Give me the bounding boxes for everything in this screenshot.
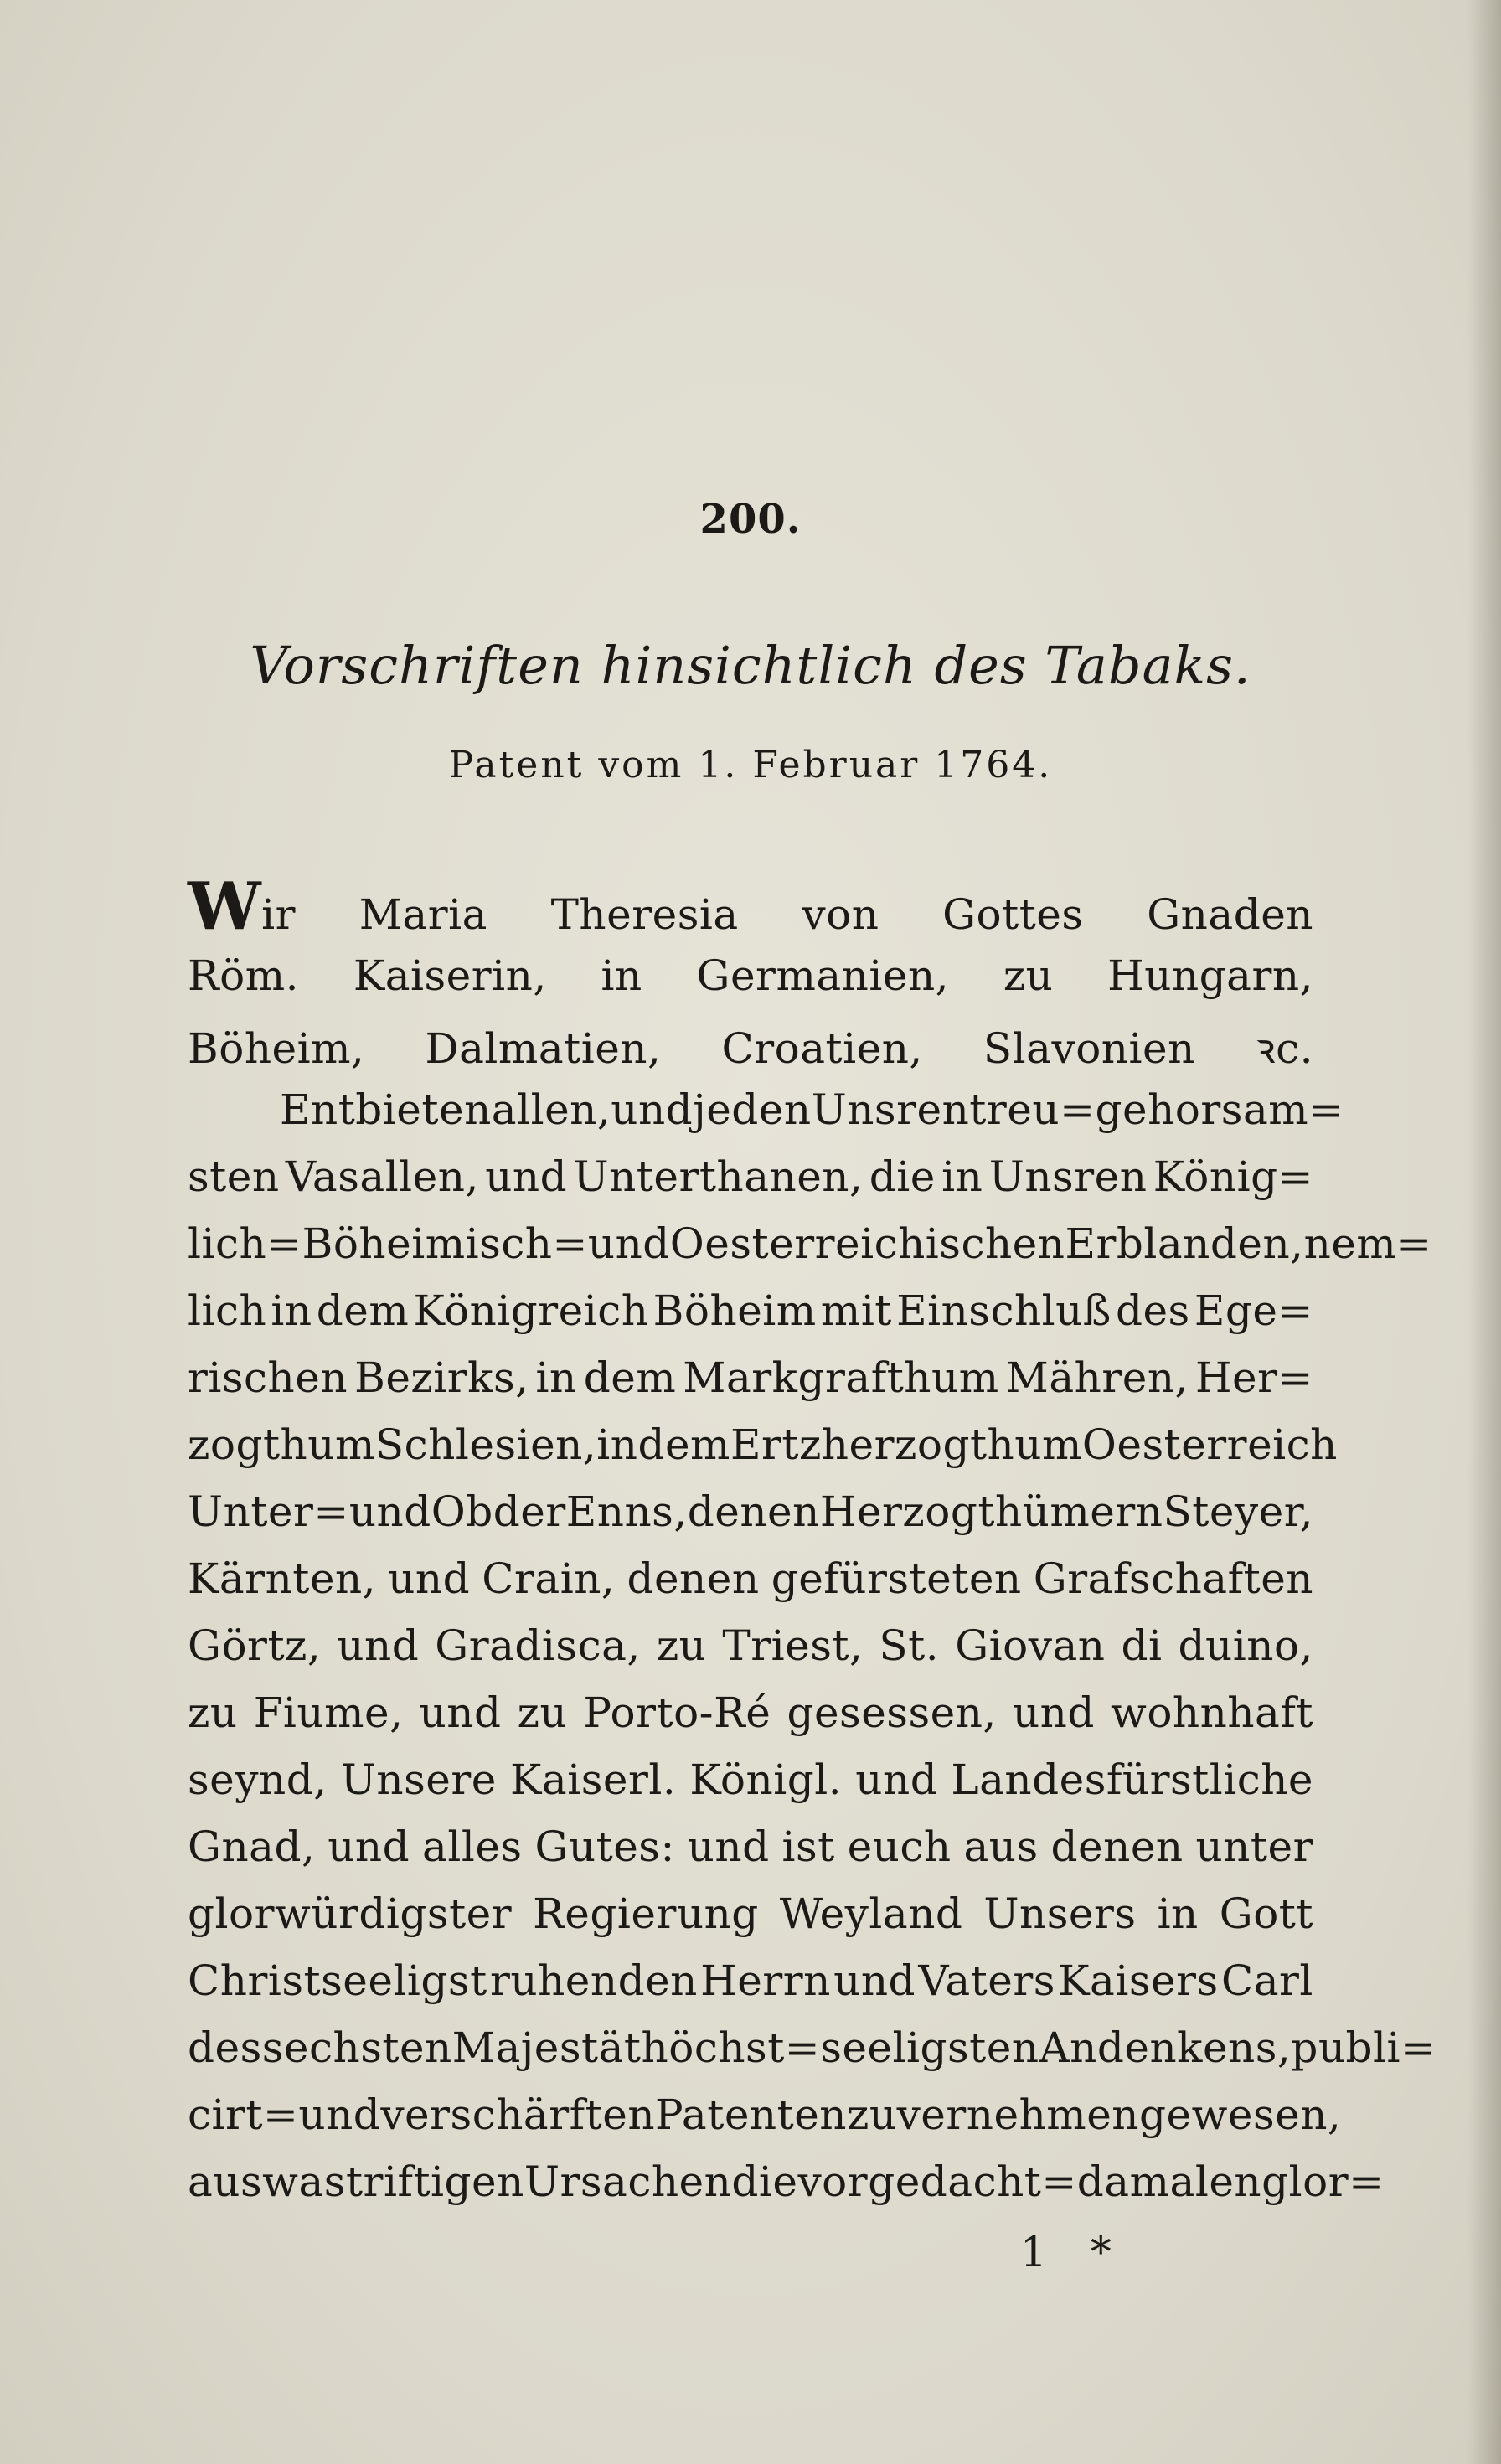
word: jeden [693,1085,812,1134]
word: di [1121,1621,1163,1670]
word: aus [963,1822,1039,1871]
word: Theresia [550,890,739,939]
word: Fiume, [253,1688,404,1737]
text-line [188,951,1313,1018]
word: Maria [358,890,487,939]
word: und [337,1621,420,1670]
word: und [388,1554,471,1603]
word: zu [847,2090,897,2139]
page-number: 200. [699,496,802,543]
word: zu [656,1621,707,1670]
word: nem= [1303,1219,1432,1268]
word: zu [517,1688,568,1737]
word: rischen [188,1353,348,1402]
word: Triest, [722,1621,864,1670]
word: der [493,1487,566,1536]
word: Königl. [689,1755,843,1804]
word: Steyer, [1163,1487,1314,1536]
word: Mähren, [1005,1353,1189,1402]
word: euch [847,1822,952,1871]
text-line [188,1353,1313,1420]
word: St. [879,1621,940,1670]
word: glorwürdigster [188,1889,513,1938]
word: denen [687,1487,820,1536]
word: dem [583,1353,677,1402]
word: Gottes [942,890,1084,939]
page-edge-shadow [1467,0,1501,2464]
word: Hungarn, [1107,951,1313,1000]
word: Kaisers [1058,1956,1219,2005]
word: Königreich [413,1286,649,1335]
word: Carl [1220,1956,1313,2005]
section-title: Vorschriften hinsichtlich des Tabaks. [250,635,1251,696]
word: aus [188,2157,263,2206]
word: sten [188,1152,280,1201]
word: Böheim [652,1286,817,1335]
word: Ertzherzogthum [730,1420,1082,1469]
word: Weyland [779,1889,963,1938]
word: seynd, [188,1755,328,1804]
word: Unter= [188,1487,349,1536]
word: dem [637,1420,730,1469]
signature-mark: 1 * [1020,2228,1127,2276]
word: Vasallen, [285,1152,479,1201]
word: Patenten [655,2090,848,2139]
text-line [188,1822,1313,1889]
word: Landesfürstliche [951,1755,1313,1804]
text-line [188,2023,1437,2090]
word: von [802,890,879,939]
word: in [535,1353,577,1402]
word: Unsren [811,1085,970,1134]
word: allen, [491,1085,611,1134]
word: Görtz, [188,1621,322,1670]
text-line [188,1755,1313,1822]
word: Giovan [955,1621,1106,1670]
word: Germanien, [696,951,950,1000]
text-line [188,2090,1342,2157]
word: in [941,1152,983,1201]
word: Markgrafthum [683,1353,999,1402]
word: Crain, [482,1554,616,1603]
word: Erblanden, [1065,1219,1304,1268]
text-line [188,2157,1385,2224]
word: Gnad, [188,1822,316,1871]
word: Porto-Ré [583,1688,771,1737]
text-line [188,1889,1313,1956]
word: denen [627,1554,760,1603]
word: Herrn [700,1956,831,2005]
text-line [188,1621,1313,1688]
word: Kaiserl. [510,1755,677,1804]
word: publi= [1291,2023,1437,2072]
word: Croatien, [721,1024,923,1073]
word: und [328,1822,410,1871]
word: vernehmen [896,2090,1139,2139]
word: Kaiserin, [353,951,547,1000]
word: König= [1153,1152,1313,1201]
word: ruhenden [489,1956,698,2005]
text-line [188,869,1313,951]
word: duino, [1178,1621,1313,1670]
word: Gradisca, [435,1621,641,1670]
word: gesessen, [787,1688,997,1737]
word: des [188,2023,262,2072]
word: Herzogthümern [819,1487,1163,1536]
word: treu=gehorsam= [969,1085,1344,1134]
word: zu [1003,951,1054,1000]
word: Entbieten [280,1085,492,1134]
word: Vaters [918,1956,1055,2005]
word: alles [422,1822,523,1871]
word: Röm. [188,951,300,1000]
word: Gott [1219,1889,1313,1938]
word: gewesen, [1139,2090,1342,2139]
word: Unsers [983,1889,1137,1938]
word: und [485,1152,568,1201]
word: Bezirks, [354,1353,529,1402]
word: Oesterreich [1081,1420,1338,1469]
word: ꝛc. [1255,1024,1313,1073]
word: ir [261,890,297,939]
word: und [687,1822,770,1871]
word: in [601,951,642,1000]
word: Slavonien [983,1024,1195,1073]
word: und [1012,1688,1095,1737]
text-line [188,1018,1313,1085]
word: Ursachen [524,2157,732,2206]
word: gefürsteten [771,1554,1022,1603]
word: Unsren [988,1152,1148,1201]
first-word [188,869,297,945]
word: Gnaden [1147,890,1313,939]
word: triftigen [345,2157,524,2206]
word: und [419,1688,502,1737]
word: glor= [1261,2157,1385,2206]
word: dem [316,1286,410,1335]
word: Andenkens, [1039,2023,1292,2072]
word: Her= [1194,1353,1313,1402]
word: lich [188,1286,267,1335]
text-line [188,1688,1313,1755]
word: Regierung [533,1889,759,1938]
word: verschärften [380,2090,656,2139]
word: Gutes: [534,1822,675,1871]
drop-cap: W [188,869,262,945]
word: Schlesien, [374,1420,597,1469]
word: und [298,2090,381,2139]
word: und [855,1755,938,1804]
word: mit [820,1286,892,1335]
word: zogthum [188,1420,375,1469]
word: Majestät [451,2023,642,2072]
word: Ege= [1194,1286,1313,1335]
word: Einschluß [896,1286,1112,1335]
word: in [596,1420,638,1469]
text-line [188,1956,1313,2023]
word: denen [1050,1822,1184,1871]
word: vorgedacht=damalen [797,2157,1262,2206]
word: sechsten [261,2023,452,2072]
word: in [271,1286,312,1335]
text-line [188,1554,1313,1621]
word: ist [781,1822,835,1871]
text-line [188,1286,1313,1353]
word: Oesterreichischen [669,1219,1065,1268]
word: und [833,1956,916,2005]
text-line [188,1085,1344,1152]
text-line [188,1152,1313,1219]
word: unter [1195,1822,1313,1871]
word: in [1157,1889,1199,1938]
word: und [587,1219,670,1268]
word: höchst=seeligsten [641,2023,1039,2072]
text-line [188,1219,1432,1286]
word: Dalmatien, [425,1024,662,1073]
word: zu [188,1688,238,1737]
word: Ob [431,1487,493,1536]
word: cirt= [188,2090,299,2139]
word: Unterthanen, [573,1152,864,1201]
text-line [188,1487,1313,1554]
word: des [1115,1286,1190,1335]
word: die [869,1152,936,1201]
word: die [731,2157,798,2206]
word: lich=Böheimisch= [188,1219,588,1268]
word: Unsere [340,1755,497,1804]
word: und [611,1085,694,1134]
word: Böheim, [188,1024,365,1073]
text-line [188,1420,1338,1487]
word: Enns, [565,1487,688,1536]
body-text [188,869,1437,2224]
word: und [348,1487,431,1536]
patent-date-subtitle: Patent vom 1. Februar 1764. [448,744,1053,786]
word: wohnhaft [1111,1688,1313,1737]
word: Grafschaften [1033,1554,1313,1603]
word: Kärnten, [188,1554,377,1603]
word: was [262,2157,346,2206]
word: Christseeligst [188,1956,487,2005]
